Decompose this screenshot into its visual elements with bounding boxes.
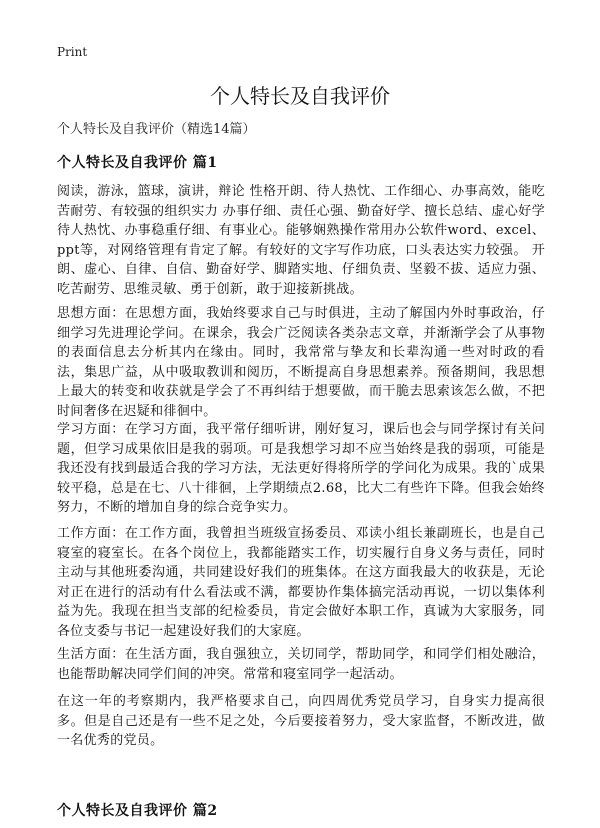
paragraph-life: 生活方面：在生活方面，我自强独立，关切同学，帮助同学，和同学们相处融洽，也能帮助解决同学们间的冲突。常常和寝室同学一起活动。 [57,647,545,682]
subtitle: 个人特长及自我评价（精选14篇） [57,122,256,137]
paragraph-summary: 在这一年的考察期内，我严格要求自己，向四周优秀党员学习，自身实力提高很多。但是自己还是有一些不足之处，今后要接着努力，受大家监督，不断改进，做一名优秀的党员。 [57,694,545,749]
section-heading-1: 个人特长及自我评价 篇1 [57,155,218,171]
page-title: 个人特长及自我评价 [210,84,390,108]
paragraph-thought: 思想方面：在思想方面，我始终要求自己与时俱进，主动了解国内外时事政治，仔细学习先进理论学问。在课余，我会广泛阅读各类杂志文章，并渐渐学会了从事物的表面信息去分析其内在缘由。同时，我常常与挚友和长辈沟通一些对时政的看法，集思广益，从中吸取教训和阅历，不断提高自身思想素养。预备期间，我思想上最大的转变和收获就是学会了不再纠结于想要做，而干脆去思索该怎么做，不把时间奢侈在迟疑和徘徊中。 [57,306,545,419]
section-heading-2: 个人特长及自我评价 篇2 [57,803,218,819]
paragraph-study: 学习方面：在学习方面，我平常仔细听讲，刚好复习，课后也会与同学探讨有关问题，但学习成果依旧是我的弱项。可是我想学习却不应当始终是我的弱项，可能是我还没有找到最适合我的学习方法，无法更好得将所学的学问化为成果。我的`成果较平稳，总是在七、八十徘徊，上学期绩点2.68，比大二有些许下降。但我会始终努力，不断的增加自身的综合竞争实力。 [57,422,545,516]
print-link[interactable]: Print [57,45,88,59]
paragraph-strengths: 阅读，游泳，篮球，演讲，辩论 性格开朗、待人热忱、工作细心、办事高效，能吃苦耐劳、有较强的组织实力 办事仔细、责任心强、勤奋好学、擅长总结、虚心好学 待人热忱、办事稳重仔细、有事业心。能够娴熟操作常用办公软件word、excel、ppt等，对网络管理有肯定了解。有较好的文字写作功底，口头表达实力较强。 开朗、虚心、自律、自信、勤奋好学、脚踏实地、仔细负责、坚毅不拔、适应力强、吃苦耐劳、思维灵敏、勇于创新，敢于迎接新挑战。 [57,184,545,297]
paragraph-work: 工作方面：在工作方面，我曾担当班级宣扬委员、邓读小组长兼副班长，也是自己寝室的寝室长。在各个岗位上，我都能踏实工作，切实履行自身义务与责任，同时主动与其他班委沟通，共同建设好我们的班集体。在这方面我最大的收获是，无论对正在进行的活动有什么看法或不满，都要协作集体搞完活动再说，一切以集体利益为先。我现在担当支部的纪检委员，肯定会做好本职工作，真诚为大家服务，同各位支委与书记一起建设好我们的大家庭。 [57,526,545,639]
